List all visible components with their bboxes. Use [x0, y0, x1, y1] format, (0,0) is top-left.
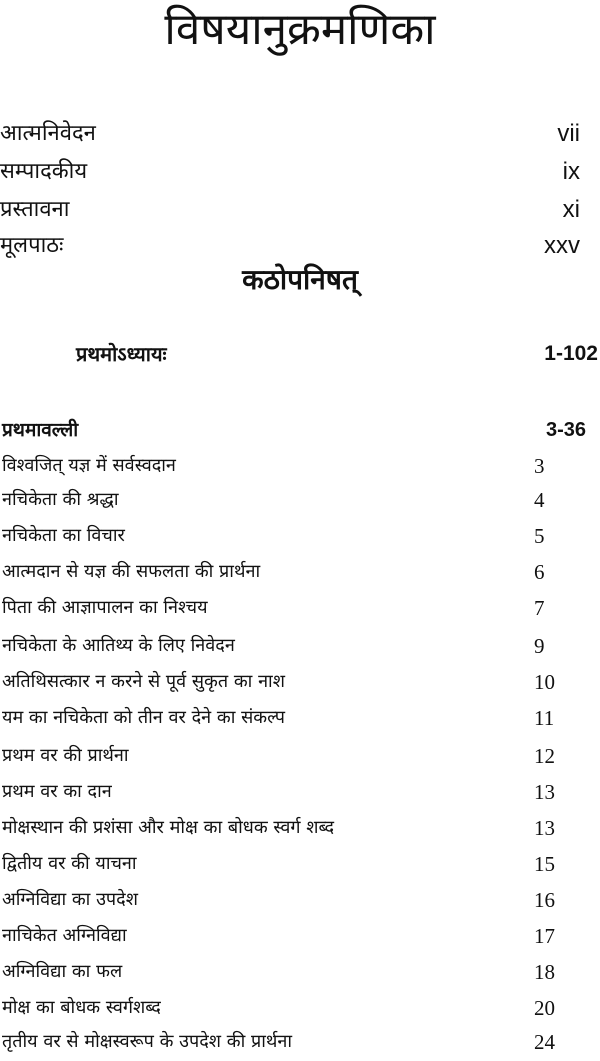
front-matter-page: ix: [562, 158, 580, 185]
toc-entry: [0, 774, 600, 810]
front-matter-row: [0, 116, 600, 152]
toc-entry: [0, 590, 600, 626]
section-title: कठोपनिषत्: [242, 263, 358, 296]
front-matter-page: xi: [562, 196, 580, 223]
toc-entry-page: 9: [534, 634, 545, 658]
toc-entry-page: 13: [534, 780, 555, 804]
toc-entry-page: 20: [534, 996, 555, 1020]
toc-entry-label: विश्वजित् यज्ञ में सर्वस्वदान: [2, 455, 176, 476]
toc-entry: [0, 990, 600, 1026]
toc-entry-label: प्रथम वर की प्रार्थना: [2, 745, 129, 766]
toc-entry: [0, 1024, 600, 1060]
front-matter-page: xxv: [544, 232, 580, 259]
toc-entry-label: मोक्ष का बोधक स्वर्गशब्द: [2, 997, 161, 1018]
valli-heading: प्रथमावल्ली: [2, 419, 79, 441]
front-matter-row: [0, 154, 600, 190]
toc-entry-label: अग्निविद्या का उपदेश: [2, 889, 138, 910]
toc-entry: [0, 482, 600, 518]
toc-entry: [0, 738, 600, 774]
toc-entry: [0, 664, 600, 700]
toc-entry-page: 10: [534, 670, 555, 694]
toc-entry: [0, 846, 600, 882]
toc-entry-page: 12: [534, 744, 555, 768]
toc-entry: [0, 700, 600, 736]
toc-entry: [0, 628, 600, 664]
toc-entry-page: 13: [534, 816, 555, 840]
toc-entry: [0, 882, 600, 918]
valli-page-range: 3-36: [545, 419, 586, 441]
toc-entry-page: 18: [534, 960, 555, 984]
page-title: विषयानुक्रमणिका: [164, 4, 436, 55]
toc-entry-page: 11: [534, 706, 555, 730]
toc-entry-page: 3: [534, 454, 545, 478]
toc-entry-label: मोक्षस्थान की प्रशंसा और मोक्ष का बोधक स्वर्ग शब्द: [2, 817, 335, 838]
toc-entry-page: 15: [534, 852, 555, 876]
toc-entry: [0, 518, 600, 554]
toc-entry-label: नाचिकेत अग्निविद्या: [2, 925, 127, 946]
toc-entry-label: प्रथम वर का दान: [2, 781, 112, 802]
toc-entry-page: 5: [534, 524, 545, 548]
toc-entry-label: अग्निविद्या का फल: [2, 961, 123, 982]
toc-entry: [0, 954, 600, 990]
toc-entry-label: पिता की आज्ञापालन का निश्चय: [2, 597, 208, 618]
toc-entry: [0, 810, 600, 846]
toc-entry-page: 4: [534, 488, 545, 512]
adhyaya-page-range: 1-102: [544, 342, 598, 365]
toc-entry-label: यम का नचिकेता को तीन वर देने का संकल्प: [2, 707, 286, 728]
front-matter-page: vii: [557, 120, 580, 147]
toc-entry-label: नचिकेता के आतिथ्य के लिए निवेदन: [2, 635, 235, 656]
toc-entry-label: आत्मदान से यज्ञ की सफलता की प्रार्थना: [2, 561, 261, 582]
adhyaya-heading: प्रथमोऽध्यायः: [76, 342, 167, 366]
front-matter-label: सम्पादकीय: [0, 159, 88, 184]
toc-entry-label: द्वितीय वर की याचना: [2, 853, 137, 874]
toc-entry: [0, 918, 600, 954]
front-matter-row: [0, 192, 600, 228]
toc-entry-label: नचिकेता की श्रद्धा: [2, 489, 119, 510]
toc-entry-page: 17: [534, 924, 555, 948]
toc-entry-page: 6: [534, 560, 545, 584]
toc-entry: [0, 448, 600, 484]
toc-entry-page: 24: [534, 1030, 555, 1054]
toc-entry: [0, 554, 600, 590]
front-matter-label: आत्मनिवेदन: [0, 121, 96, 146]
toc-entry-page: 7: [534, 596, 545, 620]
toc-entry-label: तृतीय वर से मोक्षस्वरूप के उपदेश की प्रार्थना: [2, 1031, 293, 1052]
front-matter-label: प्रस्तावना: [0, 197, 70, 222]
front-matter-label: मूलपाठः: [0, 233, 64, 258]
toc-entry-page: 16: [534, 888, 555, 912]
toc-entry-label: अतिथिसत्कार न करने से पूर्व सुकृत का नाश: [2, 671, 285, 692]
toc-entry-label: नचिकेता का विचार: [2, 525, 125, 546]
